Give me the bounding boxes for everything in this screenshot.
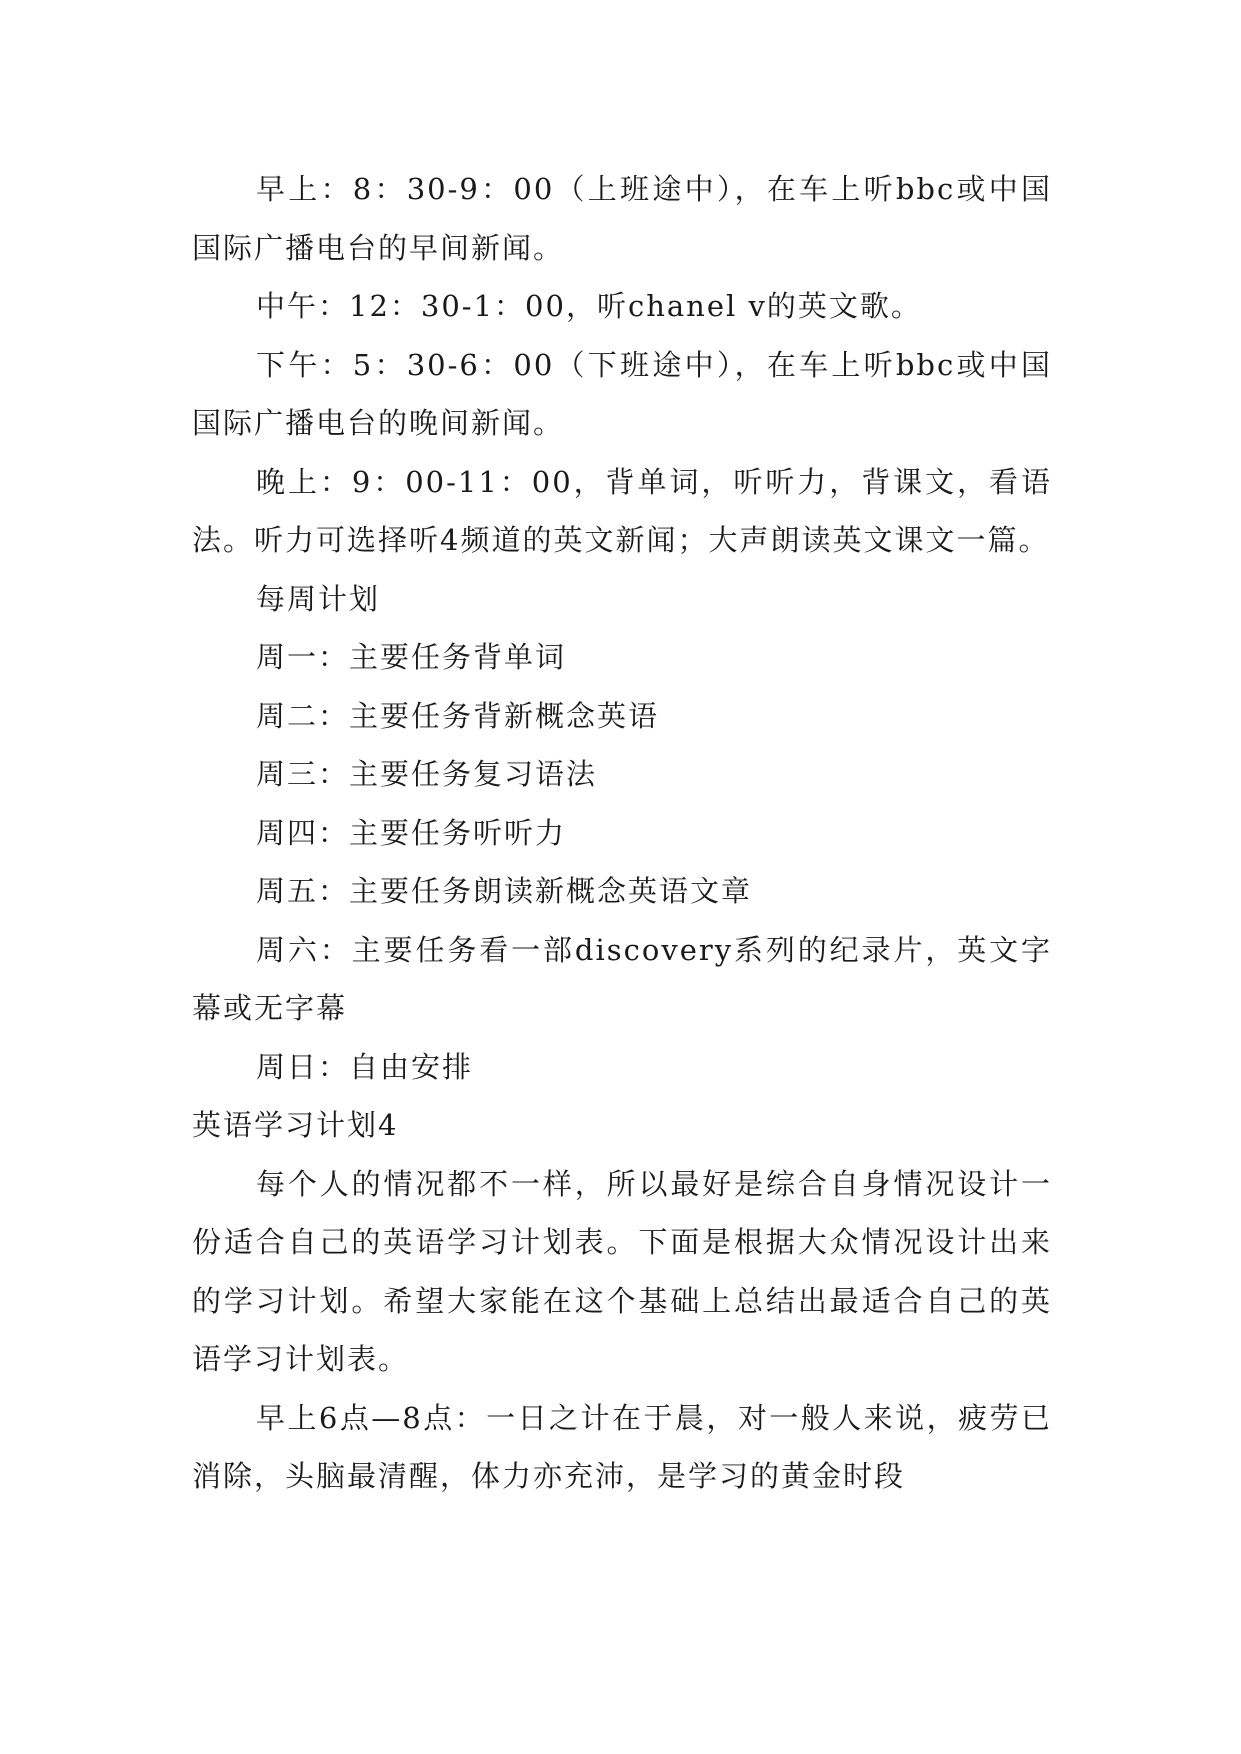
- weekly-plan-wednesday: 周三：主要任务复习语法: [256, 757, 598, 791]
- paragraph-evening: 晚上：9：00-11：00，背单词，听听力，背课文，看语法。听力可选择听4频道的英文新闻；大声朗读英文课文一篇。: [192, 464, 1052, 557]
- weekly-plan-monday: 周一：主要任务背单词: [256, 640, 567, 674]
- weekly-plan-title: 每周计划: [256, 581, 381, 616]
- weekly-plan-tuesday: 周二：主要任务背新概念英语: [256, 698, 660, 733]
- paragraph-noon: 中午：12：30-1：00，听chanel v的英文歌。: [256, 289, 922, 323]
- document-body: [192, 160, 1052, 1506]
- section-morning-paragraph: 早上6点—8点：一日之计在于晨，对一般人来说，疲劳已消除，头脑最清醒，体力亦充沛，是学习的黄金时段: [192, 1400, 1052, 1493]
- weekly-plan-thursday: 周四：主要任务听听力: [256, 815, 567, 850]
- weekly-plan-friday: 周五：主要任务朗读新概念英语文章: [256, 874, 753, 908]
- section-intro-paragraph: 每个人的情况都不一样，所以最好是综合自身情况设计一份适合自己的英语学习计划表。下面是根据大众情况设计出来的学习计划。希望大家能在这个基础上总结出最适合自己的英语学习计划表。: [192, 1166, 1052, 1376]
- paragraph-afternoon: 下午：5：30-6：00（下班途中），在车上听bbc或中国国际广播电台的晚间新闻。: [192, 347, 1052, 440]
- weekly-plan-saturday: 周六：主要任务看一部discovery系列的纪录片，英文字幕或无字幕: [192, 932, 1052, 1025]
- weekly-plan-sunday: 周日：自由安排: [256, 1049, 474, 1084]
- paragraph-morning: 早上：8：30-9：00（上班途中），在车上听bbc或中国国际广播电台的早间新闻。: [192, 172, 1052, 265]
- section-heading: 英语学习计划4: [192, 1108, 399, 1142]
